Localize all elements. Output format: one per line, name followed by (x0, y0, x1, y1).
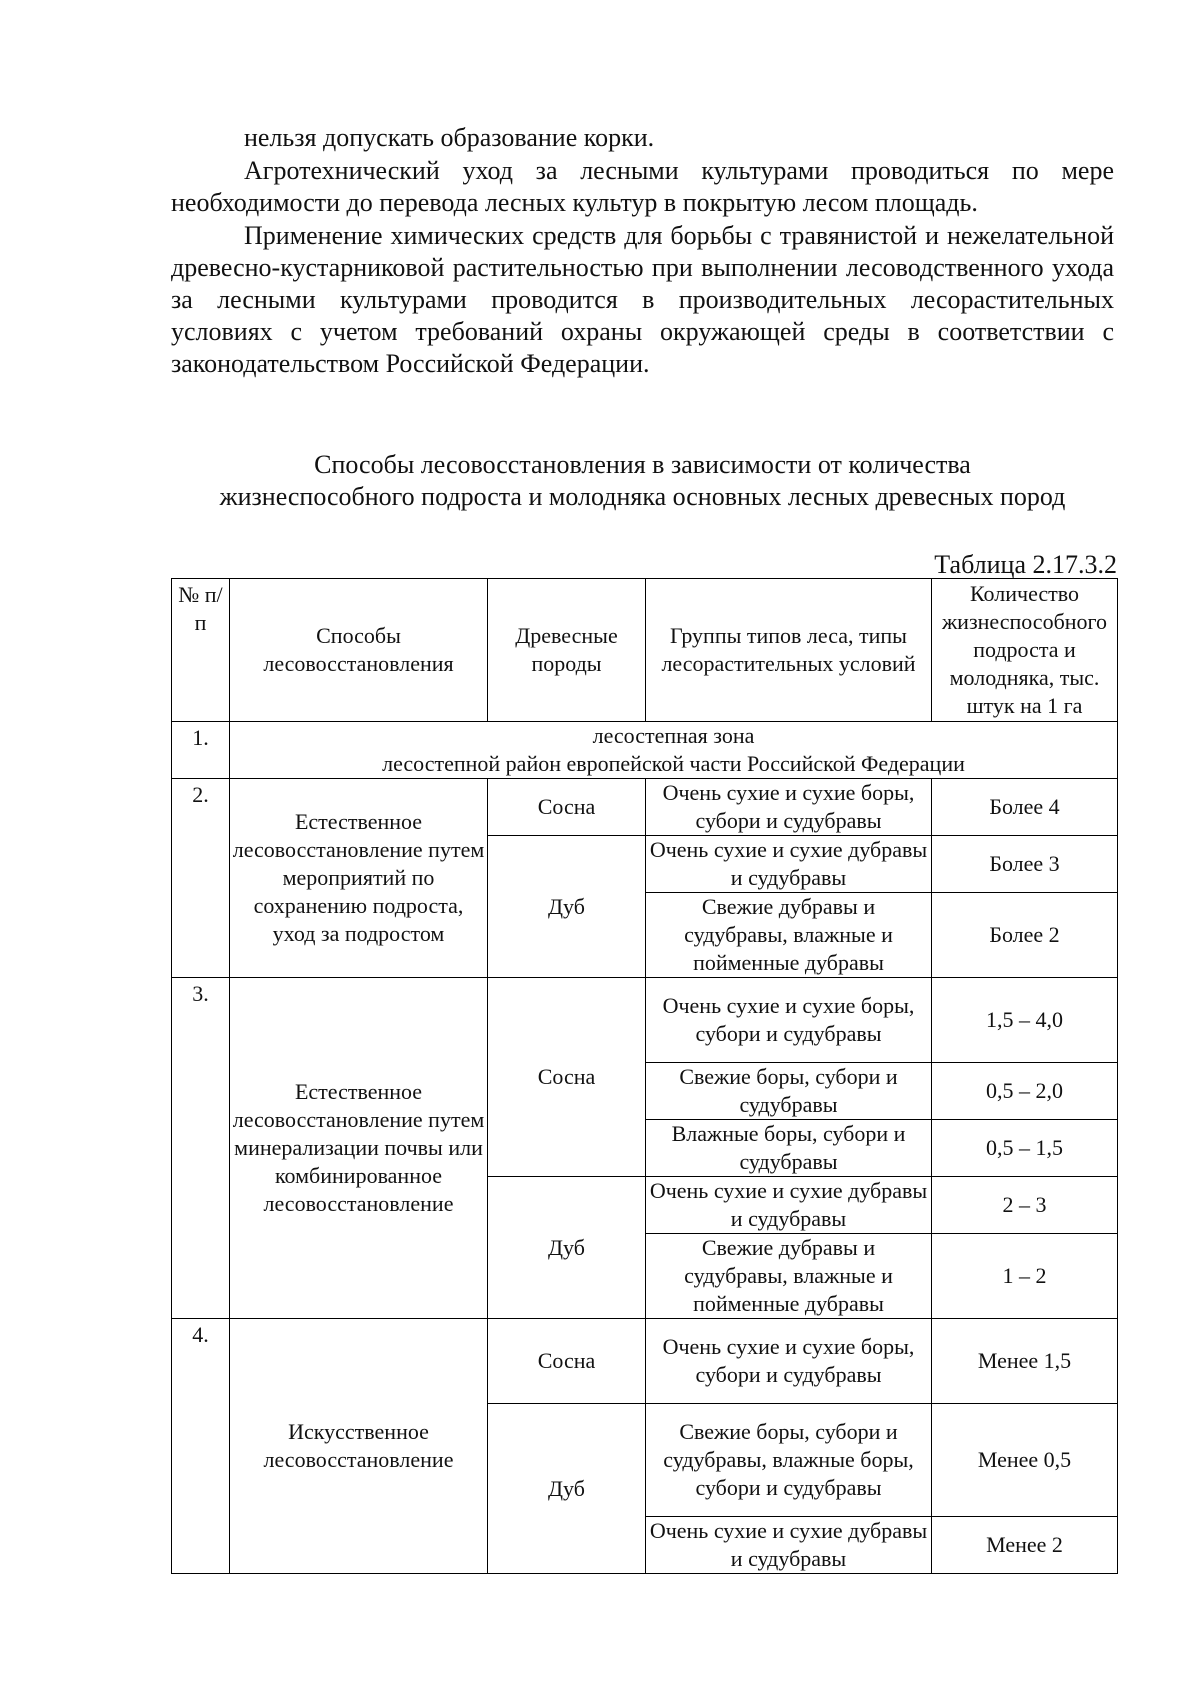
quantity-cell: 1 – 2 (932, 1234, 1118, 1319)
method-cell: Естественное лесовосстановление путем мероприятий по сохранению подроста, уход за подростом (230, 779, 488, 978)
species-cell: Сосна (488, 978, 646, 1177)
zone-num: 1. (172, 722, 230, 779)
header-species: Древесные породы (488, 579, 646, 722)
table-caption: Таблица 2.17.3.2 (934, 550, 1117, 579)
forest-type-cell: Очень сухие и сухие дубравы и судубравы (646, 1177, 932, 1234)
paragraph-1: нельзя допускать образование корки. (244, 123, 655, 152)
forest-type-cell: Очень сухие и сухие дубравы и судубравы (646, 836, 932, 893)
table-row (172, 779, 1118, 836)
species-cell: Дуб (488, 1404, 646, 1574)
quantity-cell: 1,5 – 4,0 (932, 978, 1118, 1063)
method-cell: Естественное лесовосстановление путем минерализации почвы или комбинированное лесовосстановление (230, 978, 488, 1319)
species-cell: Дуб (488, 836, 646, 978)
forest-type-cell: Очень сухие и сухие дубравы и судубравы (646, 1517, 932, 1574)
table-row-zone (172, 722, 1118, 779)
forest-type-cell: Свежие боры, субори и судубравы, влажные боры, субори и судубравы (646, 1404, 932, 1517)
zone-line-2: лесостепной район европейской части Российской Федерации (382, 751, 965, 776)
quantity-cell: Менее 1,5 (932, 1319, 1118, 1404)
quantity-cell: Менее 2 (932, 1517, 1118, 1574)
group-num: 2. (172, 779, 230, 978)
quantity-cell: 2 – 3 (932, 1177, 1118, 1234)
zone-line-1: лесостепная зона (592, 723, 755, 748)
header-forest-types: Группы типов леса, типы лесорастительных условий (646, 579, 932, 722)
forest-type-cell: Очень сухие и сухие боры, субори и судубравы (646, 779, 932, 836)
section-title-line-2: жизнеспособного подроста и молодняка основных лесных древесных пород (219, 482, 1066, 511)
table-header-row (172, 579, 1118, 722)
zone-cell (230, 722, 1118, 779)
header-quantity: Количество жизнеспособного подроста и молодняка, тыс. штук на 1 га (932, 579, 1118, 722)
quantity-cell: Менее 0,5 (932, 1404, 1118, 1517)
header-num: № п/п (172, 579, 230, 722)
forest-type-cell: Влажные боры, субори и судубравы (646, 1120, 932, 1177)
forest-type-cell: Очень сухие и сухие боры, субори и судубравы (646, 978, 932, 1063)
table-row (172, 978, 1118, 1063)
reforestation-table (171, 578, 1118, 1574)
group-num: 4. (172, 1319, 230, 1574)
paragraph-3: Применение химических средств для борьбы с травянистой и нежелательной древесно-кустарниковой растительностью при выполнении лесоводственного ухода за лесными культурами проводится в производительных лесорастительных условиях с учетом требований охраны окружающей среды в соответствии с законодательством Российской Федерации. (171, 221, 1114, 378)
quantity-cell: 0,5 – 1,5 (932, 1120, 1118, 1177)
forest-type-cell: Свежие дубравы и судубравы, влажные и пойменные дубравы (646, 1234, 932, 1319)
forest-type-cell: Свежие дубравы и судубравы, влажные и пойменные дубравы (646, 893, 932, 978)
method-cell: Искусственное лесовосстановление (230, 1319, 488, 1574)
quantity-cell: 0,5 – 2,0 (932, 1063, 1118, 1120)
species-cell: Сосна (488, 779, 646, 836)
section-title (171, 449, 1114, 513)
paragraph-2: Агротехнический уход за лесными культурами проводиться по мере необходимости до перевода лесных культур в покрытую лесом площадь. (171, 156, 1114, 217)
group-num: 3. (172, 978, 230, 1319)
quantity-cell: Более 4 (932, 779, 1118, 836)
forest-type-cell: Свежие боры, субори и судубравы (646, 1063, 932, 1120)
species-cell: Сосна (488, 1319, 646, 1404)
section-title-line-1: Способы лесовосстановления в зависимости от количества (314, 450, 971, 479)
table-row (172, 1319, 1118, 1404)
quantity-cell: Более 2 (932, 893, 1118, 978)
species-cell: Дуб (488, 1177, 646, 1319)
quantity-cell: Более 3 (932, 836, 1118, 893)
header-method: Способы лесовосстановления (230, 579, 488, 722)
forest-type-cell: Очень сухие и сухие боры, субори и судубравы (646, 1319, 932, 1404)
